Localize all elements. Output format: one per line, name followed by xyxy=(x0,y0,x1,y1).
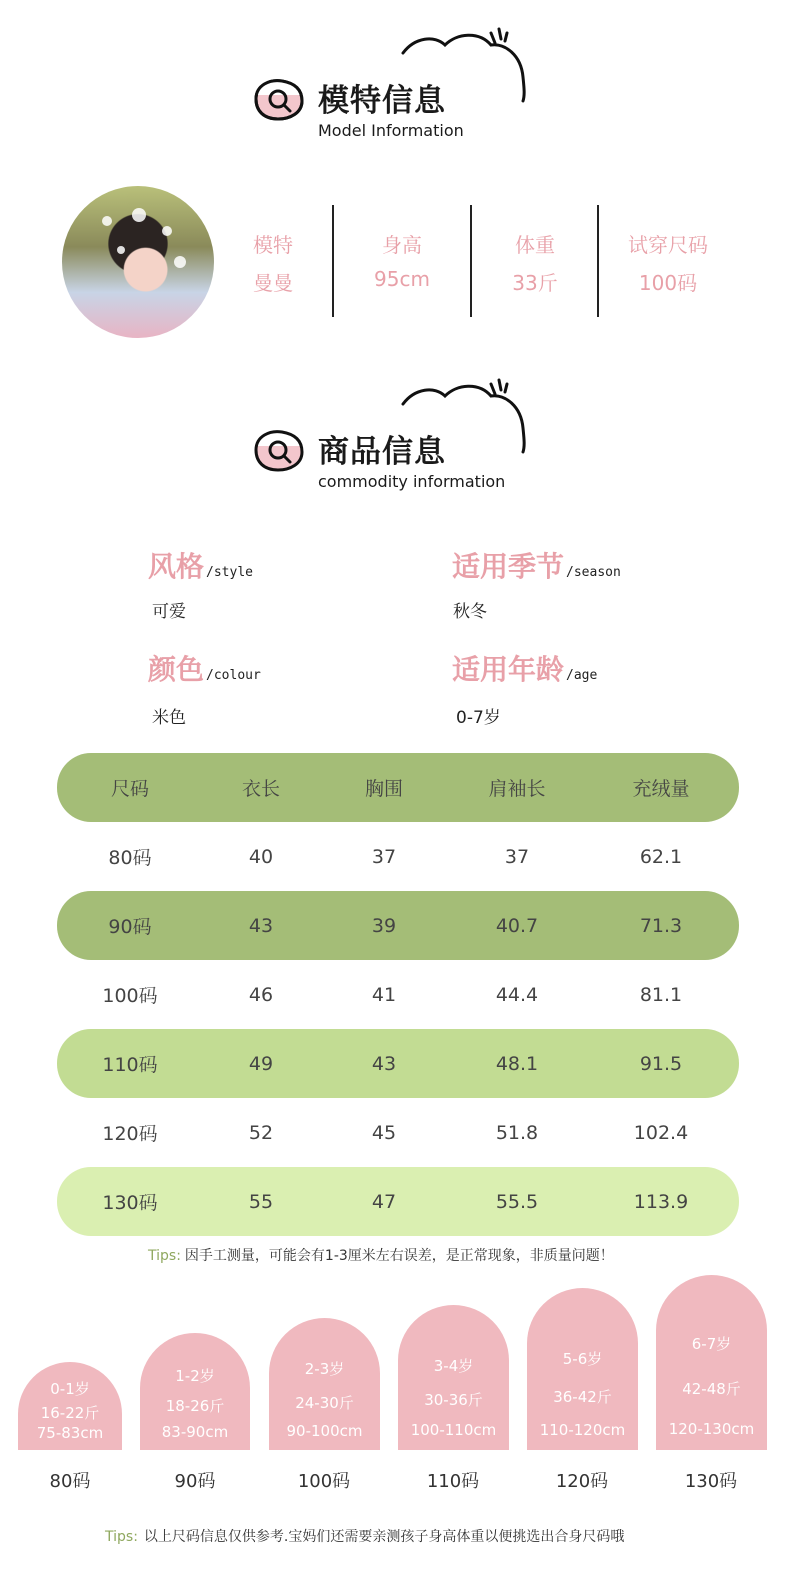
table-cell: 43 xyxy=(248,914,274,937)
size-guide-age: 5-6岁 xyxy=(562,1350,603,1368)
table-cell: 100码 xyxy=(102,985,158,1007)
table-cell: 48.1 xyxy=(495,1052,539,1075)
size-guide-height: 90-100cm xyxy=(286,1422,363,1440)
size-guide-height: 110-120cm xyxy=(539,1421,626,1439)
table-cell: 110码 xyxy=(102,1054,158,1076)
size-guide-height: 100-110cm xyxy=(410,1421,497,1439)
size-guide-height: 83-90cm xyxy=(161,1423,229,1441)
size-guide-height: 120-130cm xyxy=(668,1420,755,1438)
table-header-cell: 肩袖长 xyxy=(488,778,546,800)
table-header-cell: 衣长 xyxy=(241,778,281,800)
table-row xyxy=(57,1098,739,1167)
size-guide-size: 80码 xyxy=(49,1471,91,1492)
season-label: 适用季节 /season xyxy=(452,550,621,583)
size-guide-card xyxy=(527,1288,638,1450)
size-guide-weight: 36-42斤 xyxy=(553,1388,612,1406)
model-size: 试穿尺码 100码 xyxy=(628,233,708,295)
table-cell: 37 xyxy=(371,845,397,868)
size-guide-age: 0-1岁 xyxy=(50,1380,90,1398)
model-name: 模特 曼曼 xyxy=(253,233,293,295)
size-guide-card xyxy=(269,1318,380,1450)
size-guide-size: 110码 xyxy=(426,1471,480,1492)
model-section-header xyxy=(250,25,550,140)
color-value: 米色 xyxy=(152,708,186,728)
size-guide-card xyxy=(140,1333,250,1450)
table-cell: 41 xyxy=(371,983,397,1006)
search-icon xyxy=(250,75,308,123)
size-guide-card xyxy=(656,1275,767,1450)
size-guide-weight: 16-22斤 xyxy=(40,1404,100,1422)
table-cell: 47 xyxy=(371,1190,397,1213)
model-avatar xyxy=(62,186,214,338)
table-cell: 39 xyxy=(371,914,397,937)
table-cell: 81.1 xyxy=(639,983,683,1006)
table-header-cell: 充绒量 xyxy=(632,778,690,800)
divider xyxy=(332,205,334,317)
section-subtitle: commodity information xyxy=(318,472,506,491)
table-cell: 102.4 xyxy=(633,1121,689,1144)
table-cell: 40.7 xyxy=(495,914,539,937)
table-cell: 45 xyxy=(371,1121,397,1144)
model-weight: 体重 33斤 xyxy=(512,233,558,295)
table-cell: 62.1 xyxy=(639,845,683,868)
color-label: 颜色 /colour xyxy=(148,653,261,686)
table-cell: 71.3 xyxy=(639,914,683,937)
table-cell: 44.4 xyxy=(495,983,539,1006)
divider xyxy=(470,205,472,317)
table-cell: 37 xyxy=(504,845,530,868)
commodity-section-header xyxy=(250,376,550,491)
section-subtitle: Model Information xyxy=(318,121,464,140)
table-cell: 46 xyxy=(248,983,274,1006)
size-guide-age: 3-4岁 xyxy=(433,1357,474,1375)
size-guide-weight: 24-30斤 xyxy=(295,1394,354,1412)
table-cell: 80码 xyxy=(108,847,152,869)
table-cell: 49 xyxy=(248,1052,274,1075)
table-cell: 40 xyxy=(248,845,274,868)
size-guide-age: 1-2岁 xyxy=(175,1367,215,1385)
style-label: 风格 /style xyxy=(148,550,253,583)
measurement-tip: Tips: 因手工测量，可能会有1-3厘米左右误差，是正常现象，非质量问题！ xyxy=(148,1248,614,1264)
table-header-cell: 胸围 xyxy=(364,778,404,800)
size-guide-weight: 30-36斤 xyxy=(424,1391,483,1409)
table-cell: 113.9 xyxy=(633,1190,689,1213)
search-icon xyxy=(250,426,308,474)
table-row xyxy=(57,1029,739,1098)
size-guide-size: 100码 xyxy=(297,1471,351,1492)
size-guide-size: 90码 xyxy=(174,1471,216,1492)
table-cell: 91.5 xyxy=(639,1052,683,1075)
divider xyxy=(597,205,599,317)
size-guide-size: 120码 xyxy=(555,1471,609,1492)
table-cell: 130码 xyxy=(102,1192,158,1214)
table-header xyxy=(57,753,739,822)
table-cell: 90码 xyxy=(108,916,152,938)
table-row xyxy=(57,960,739,1029)
section-title: 模特信息 xyxy=(318,83,446,119)
table-row xyxy=(57,891,739,960)
table-cell: 120码 xyxy=(102,1123,158,1145)
table-row xyxy=(57,1167,739,1236)
size-guide-age: 2-3岁 xyxy=(304,1360,345,1378)
style-value: 可爱 xyxy=(152,602,186,622)
size-guide-size: 130码 xyxy=(684,1471,738,1492)
size-guide-card xyxy=(18,1362,122,1450)
size-guide-height: 75-83cm xyxy=(36,1424,104,1442)
season-value: 秋冬 xyxy=(453,602,487,622)
table-cell: 52 xyxy=(248,1121,274,1144)
section-title: 商品信息 xyxy=(318,434,446,470)
size-guide-card xyxy=(398,1305,509,1450)
size-reference-tip: Tips: 以上尺码信息仅供参考.宝妈们还需要亲测孩子身高体重以便挑选出合身尺码哦 xyxy=(105,1529,625,1545)
table-cell: 55 xyxy=(248,1190,274,1213)
table-row xyxy=(57,822,739,891)
table-cell: 55.5 xyxy=(495,1190,539,1213)
size-guide-weight: 18-26斤 xyxy=(165,1397,225,1415)
table-cell: 43 xyxy=(371,1052,397,1075)
size-guide-age: 6-7岁 xyxy=(691,1335,732,1353)
table-header-cell: 尺码 xyxy=(110,778,150,800)
size-table xyxy=(57,753,739,1236)
table-cell: 51.8 xyxy=(495,1121,539,1144)
age-label: 适用年龄 /age xyxy=(452,653,598,686)
size-guide-weight: 42-48斤 xyxy=(682,1380,741,1398)
age-value: 0-7岁 xyxy=(456,708,501,728)
model-height: 身高 95cm xyxy=(374,233,430,291)
